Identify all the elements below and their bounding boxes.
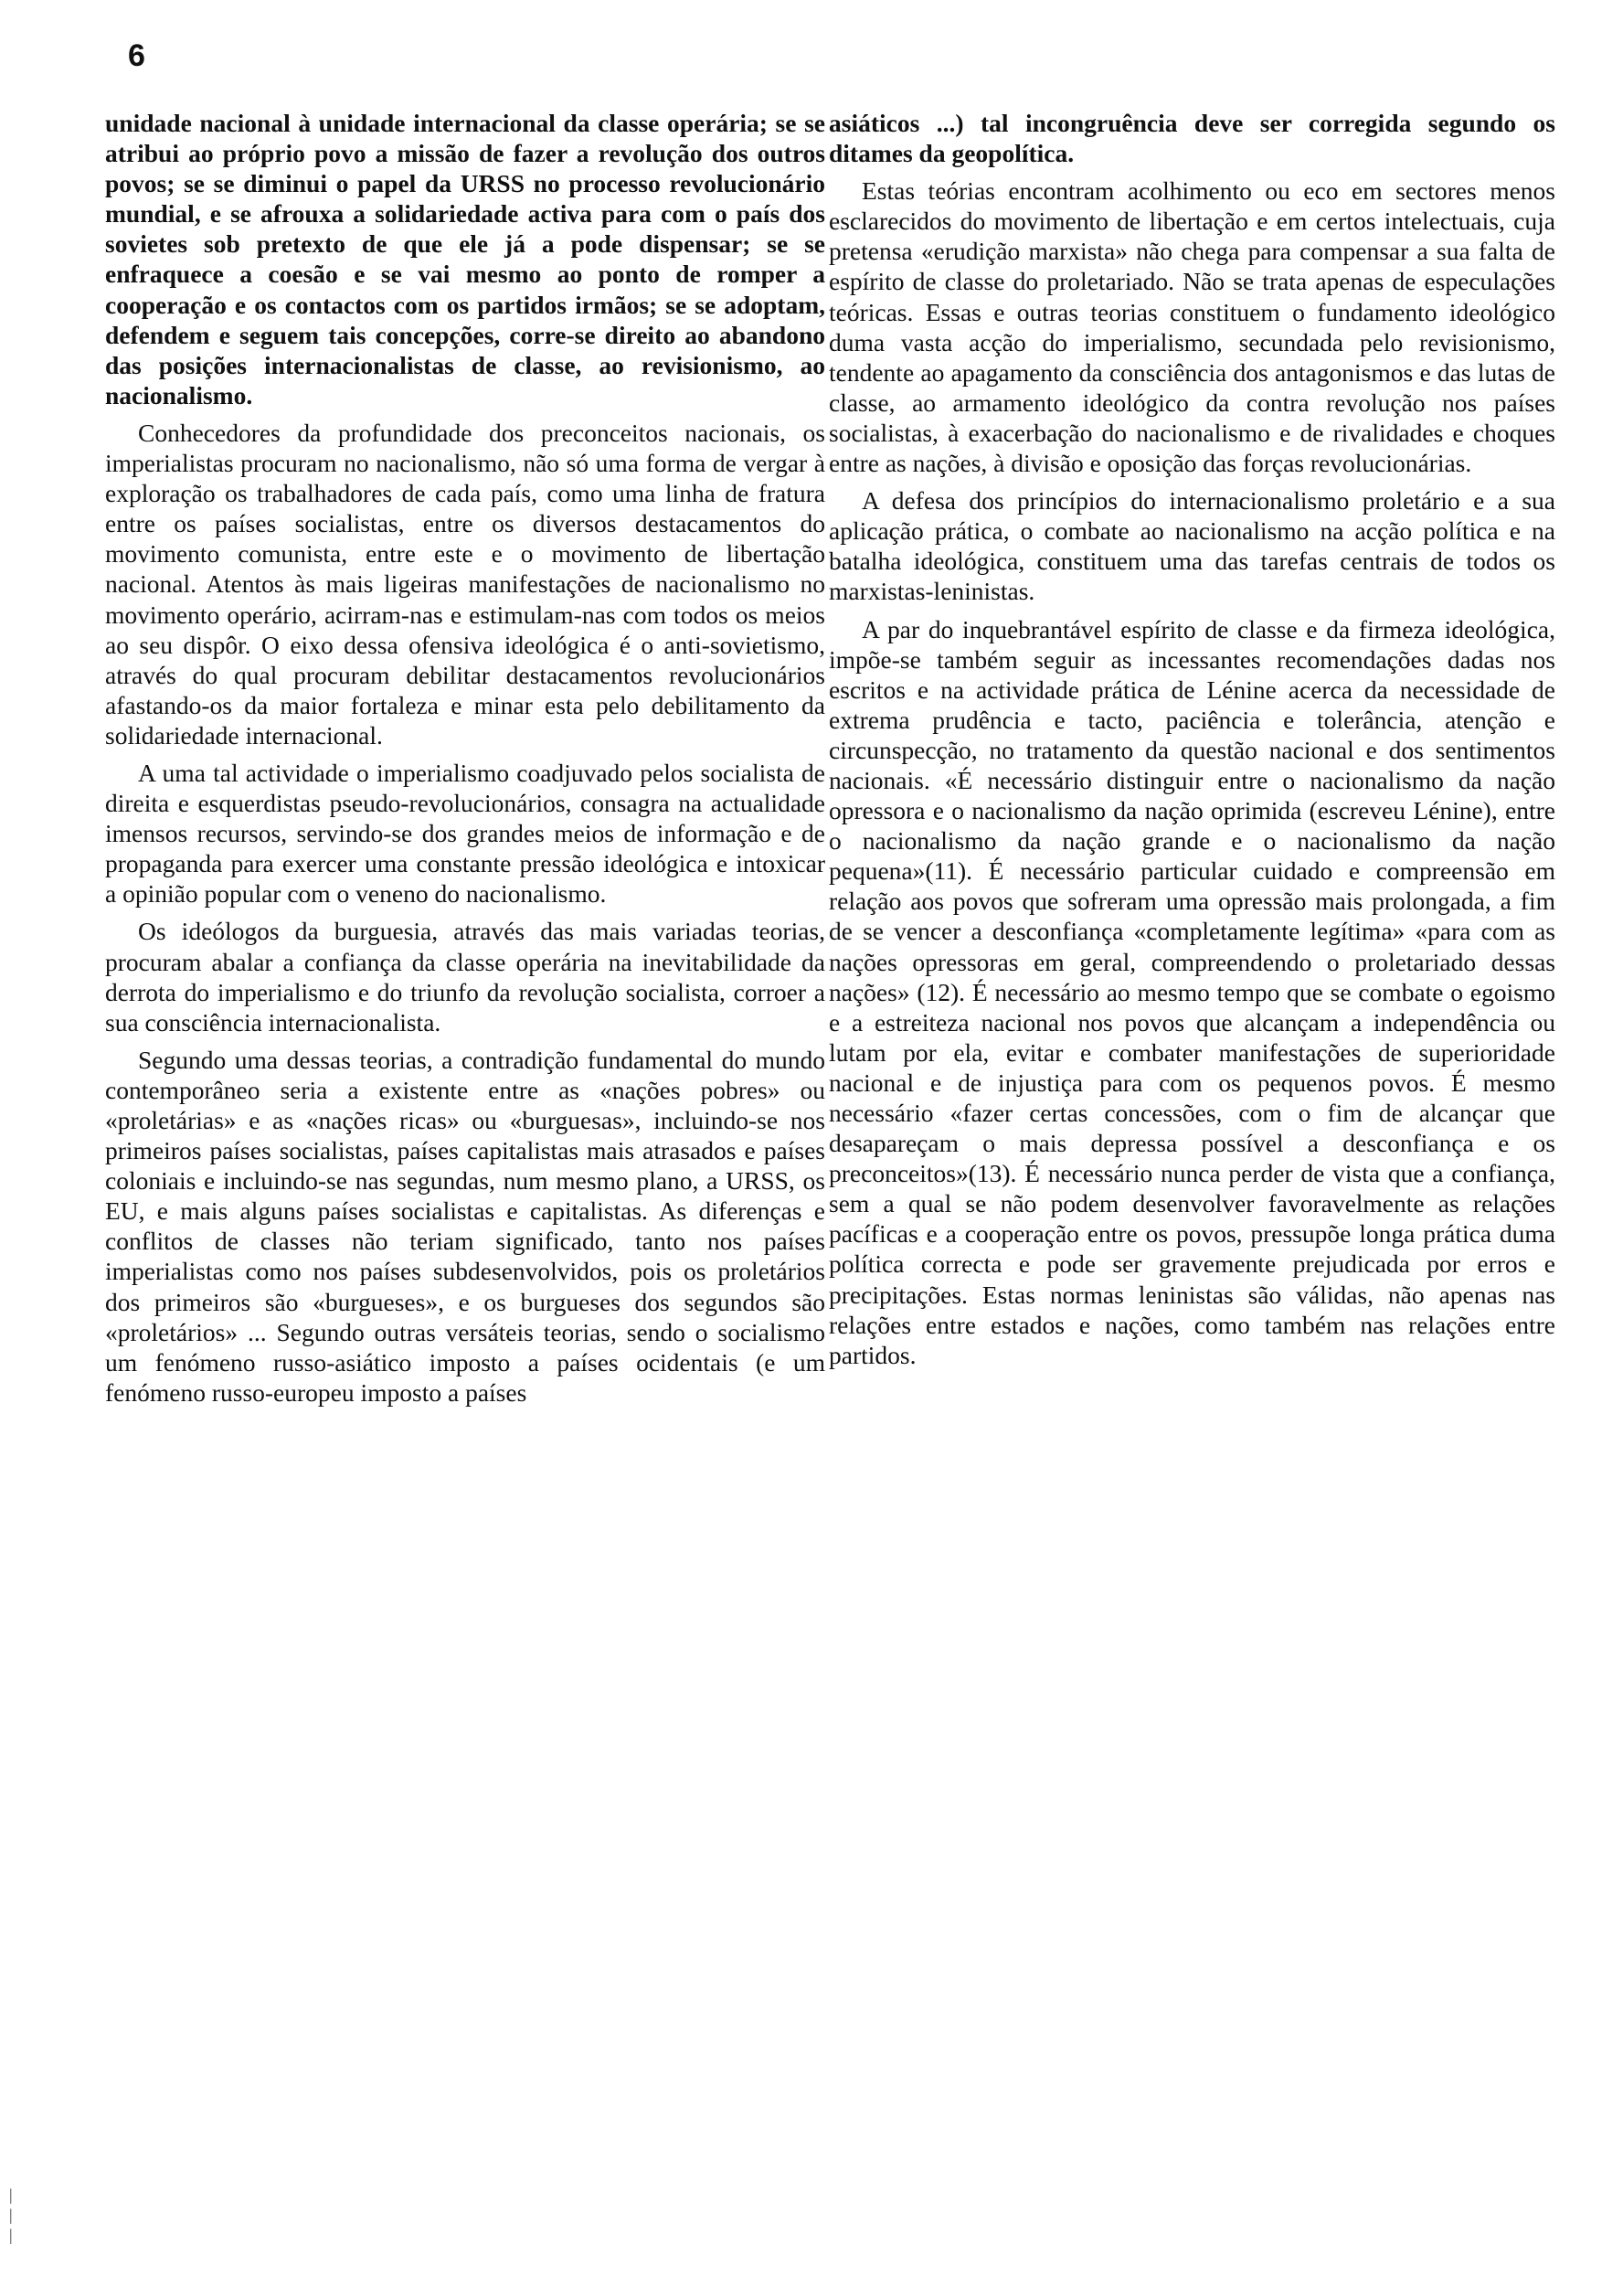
paragraph: unidade nacional à unidade internacional da classe operária; se se atribui ao próprio povo a missão de fazer a revolução dos outros povos; se se diminui o papel da URSS no processo revolucionário mundial, e se afrouxa a solidariedade activa para com o país dos sovietes sob pretexto de que ele já a pode dispensar; se se enfraquece a coesão e se vai mesmo ao ponto de romper a cooperação e os contactos com os partidos irmãos; se se adoptam, defendem e seguem tais concepções, corre-se direito ao abandono das posições internacionalistas de classe, ao revisionismo, ao nacionalismo. [105, 109, 825, 409]
paragraph: Estas teórias encontram acolhimento ou eco em sectores menos esclarecidos do movimento de libertação e em certos intelectuais, cuja pretensa «erudição marxista» não chega para compensar a sua falta de espírito de classe do proletariado. Não se trata apenas de especulações teóricas. Essas e outras teorias constituem o fundamento ideológico duma vasta acção do imperialismo, secundada pelo revisionismo, tendente ao apagamento da consciência dos antagonismos e das lutas de classe, ao armamento ideológico da contra revolução nos países socialistas, à exacerbação do nacionalismo e de rivalidades e choques entre as nações, à divisão e oposição das forças revolucionárias. [829, 176, 1555, 478]
paragraph: Segundo uma dessas teorias, a contradição fundamental do mundo contemporâneo seria a existente entre as «nações pobres» ou «proletárias» e as «nações ricas» ou «burguesas», incluindo-se nos primeiros países socialistas, países capitalistas mais atrasados e países coloniais e incluindo-se nas segundas, num mesmo plano, a URSS, os EU, e mais alguns países socialistas e capitalistas. As diferenças e conflitos de classes não teriam significado, tanto nos países imperialistas como nos países subdesenvolvidos, pois os proletários dos primeiros são «burgueses», e os burgueses dos segundos são «proletários» ... Segundo outras versáteis teorias, sendo o socialismo um fenómeno russo-asiático imposto a países ocidentais (e um fenómeno russo-europeu imposto a países [105, 1045, 825, 1407]
left-column [105, 108, 825, 1415]
margin-mark: | [9, 2206, 13, 2224]
paragraph: A par do inquebrantável espírito de classe e da firmeza ideológica, impõe-se também seguir as incessantes recomendações dadas nos escritos e na actividade prática de Lénine acerca da necessidade de extrema prudência e tacto, paciência e tolerância, atenção e circunspecção, no tratamento da questão nacional e dos sentimentos nacionais. «É necessário distinguir entre o nacionalismo da nação opressora e o nacionalismo da nação oprimida (escreveu Lénine), entre o nacionalismo da nação grande e o nacionalismo da nação pequena»(11). É necessário particular cuidado e compreensão em relação aos povos que sofreram uma opressão mais prolongada, a fim de se vencer a desconfiança «completamente legítima» «para com as nações opressoras em geral, compreendendo o proletariado dessas nações» (12). É necessário ao mesmo tempo que se combate o egoismo e a estreiteza nacional nos povos que alcançam a independência ou lutam por ela, evitar e combater manifestações de superioridade nacional e de injustiça para com os pequenos povos. É mesmo necessário «fazer certas concessões, com o fim de alcançar que desapareçam o mais depressa possível a desconfiança e os preconceitos»(13). É necessário nunca perder de vista que a confiança, sem a qual se não podem desenvolver favoravelmente as relações pacíficas e a cooperação entre os povos, pressupõe longa prática duma política correcta e pode ser gravemente prejudicada por erros e precipitações. Estas normas leninistas são válidas, não apenas nas relações entre estados e nações, como também nas relações entre partidos. [829, 614, 1555, 1369]
paragraph: Conhecedores da profundidade dos preconceitos nacionais, os imperialistas procuram no nacionalismo, não só uma forma de vergar à exploração os trabalhadores de cada país, como uma linha de fratura entre os países socialistas, entre os diversos destacamentos do movimento comunista, entre este e o movimento de libertação nacional. Atentos às mais ligeiras manifestações de nacionalismo no movimento operário, acirram-nas e estimulam-nas com todos os meios ao seu dispôr. O eixo dessa ofensiva ideológica é o anti-sovietismo, através do qual procuram debilitar destacamentos revolucionários afastando-os da maior fortaleza e minar esta pelo debilitamento da solidariedade internacional. [105, 418, 825, 749]
paragraph: A uma tal actividade o imperialismo coadjuvado pelos socialista de direita e esquerdistas pseudo-revolucionários, consagra na actualidade imensos recursos, servindo-se dos grandes meios de informação e de propaganda para exercer uma constante pressão ideológica e intoxicar a opinião popular com o veneno do nacionalismo. [105, 758, 825, 909]
paragraph: A defesa dos princípios do internacionalismo proletário e a sua aplicação prática, o combate ao nacionalismo na acção política e na batalha ideológica, constituem uma das tarefas centrais de todos os marxistas-leninistas. [829, 486, 1555, 606]
right-column [829, 108, 1555, 1377]
margin-mark: | [9, 2226, 13, 2244]
paragraph: asiáticos ...) tal incongruência deve ser corregida segundo os ditames da geopolítica. [829, 109, 1555, 168]
paragraph: Os ideólogos da burguesia, através das mais variadas teorias, procuram abalar a confiança da classe operária na inevitabilidade da derrota do imperialismo e do triunfo da revolução socialista, corroer a sua consciência internacionalista. [105, 917, 825, 1036]
margin-marks [9, 2184, 13, 2245]
margin-mark: | [9, 2185, 13, 2204]
page-number: 6 [128, 38, 145, 73]
